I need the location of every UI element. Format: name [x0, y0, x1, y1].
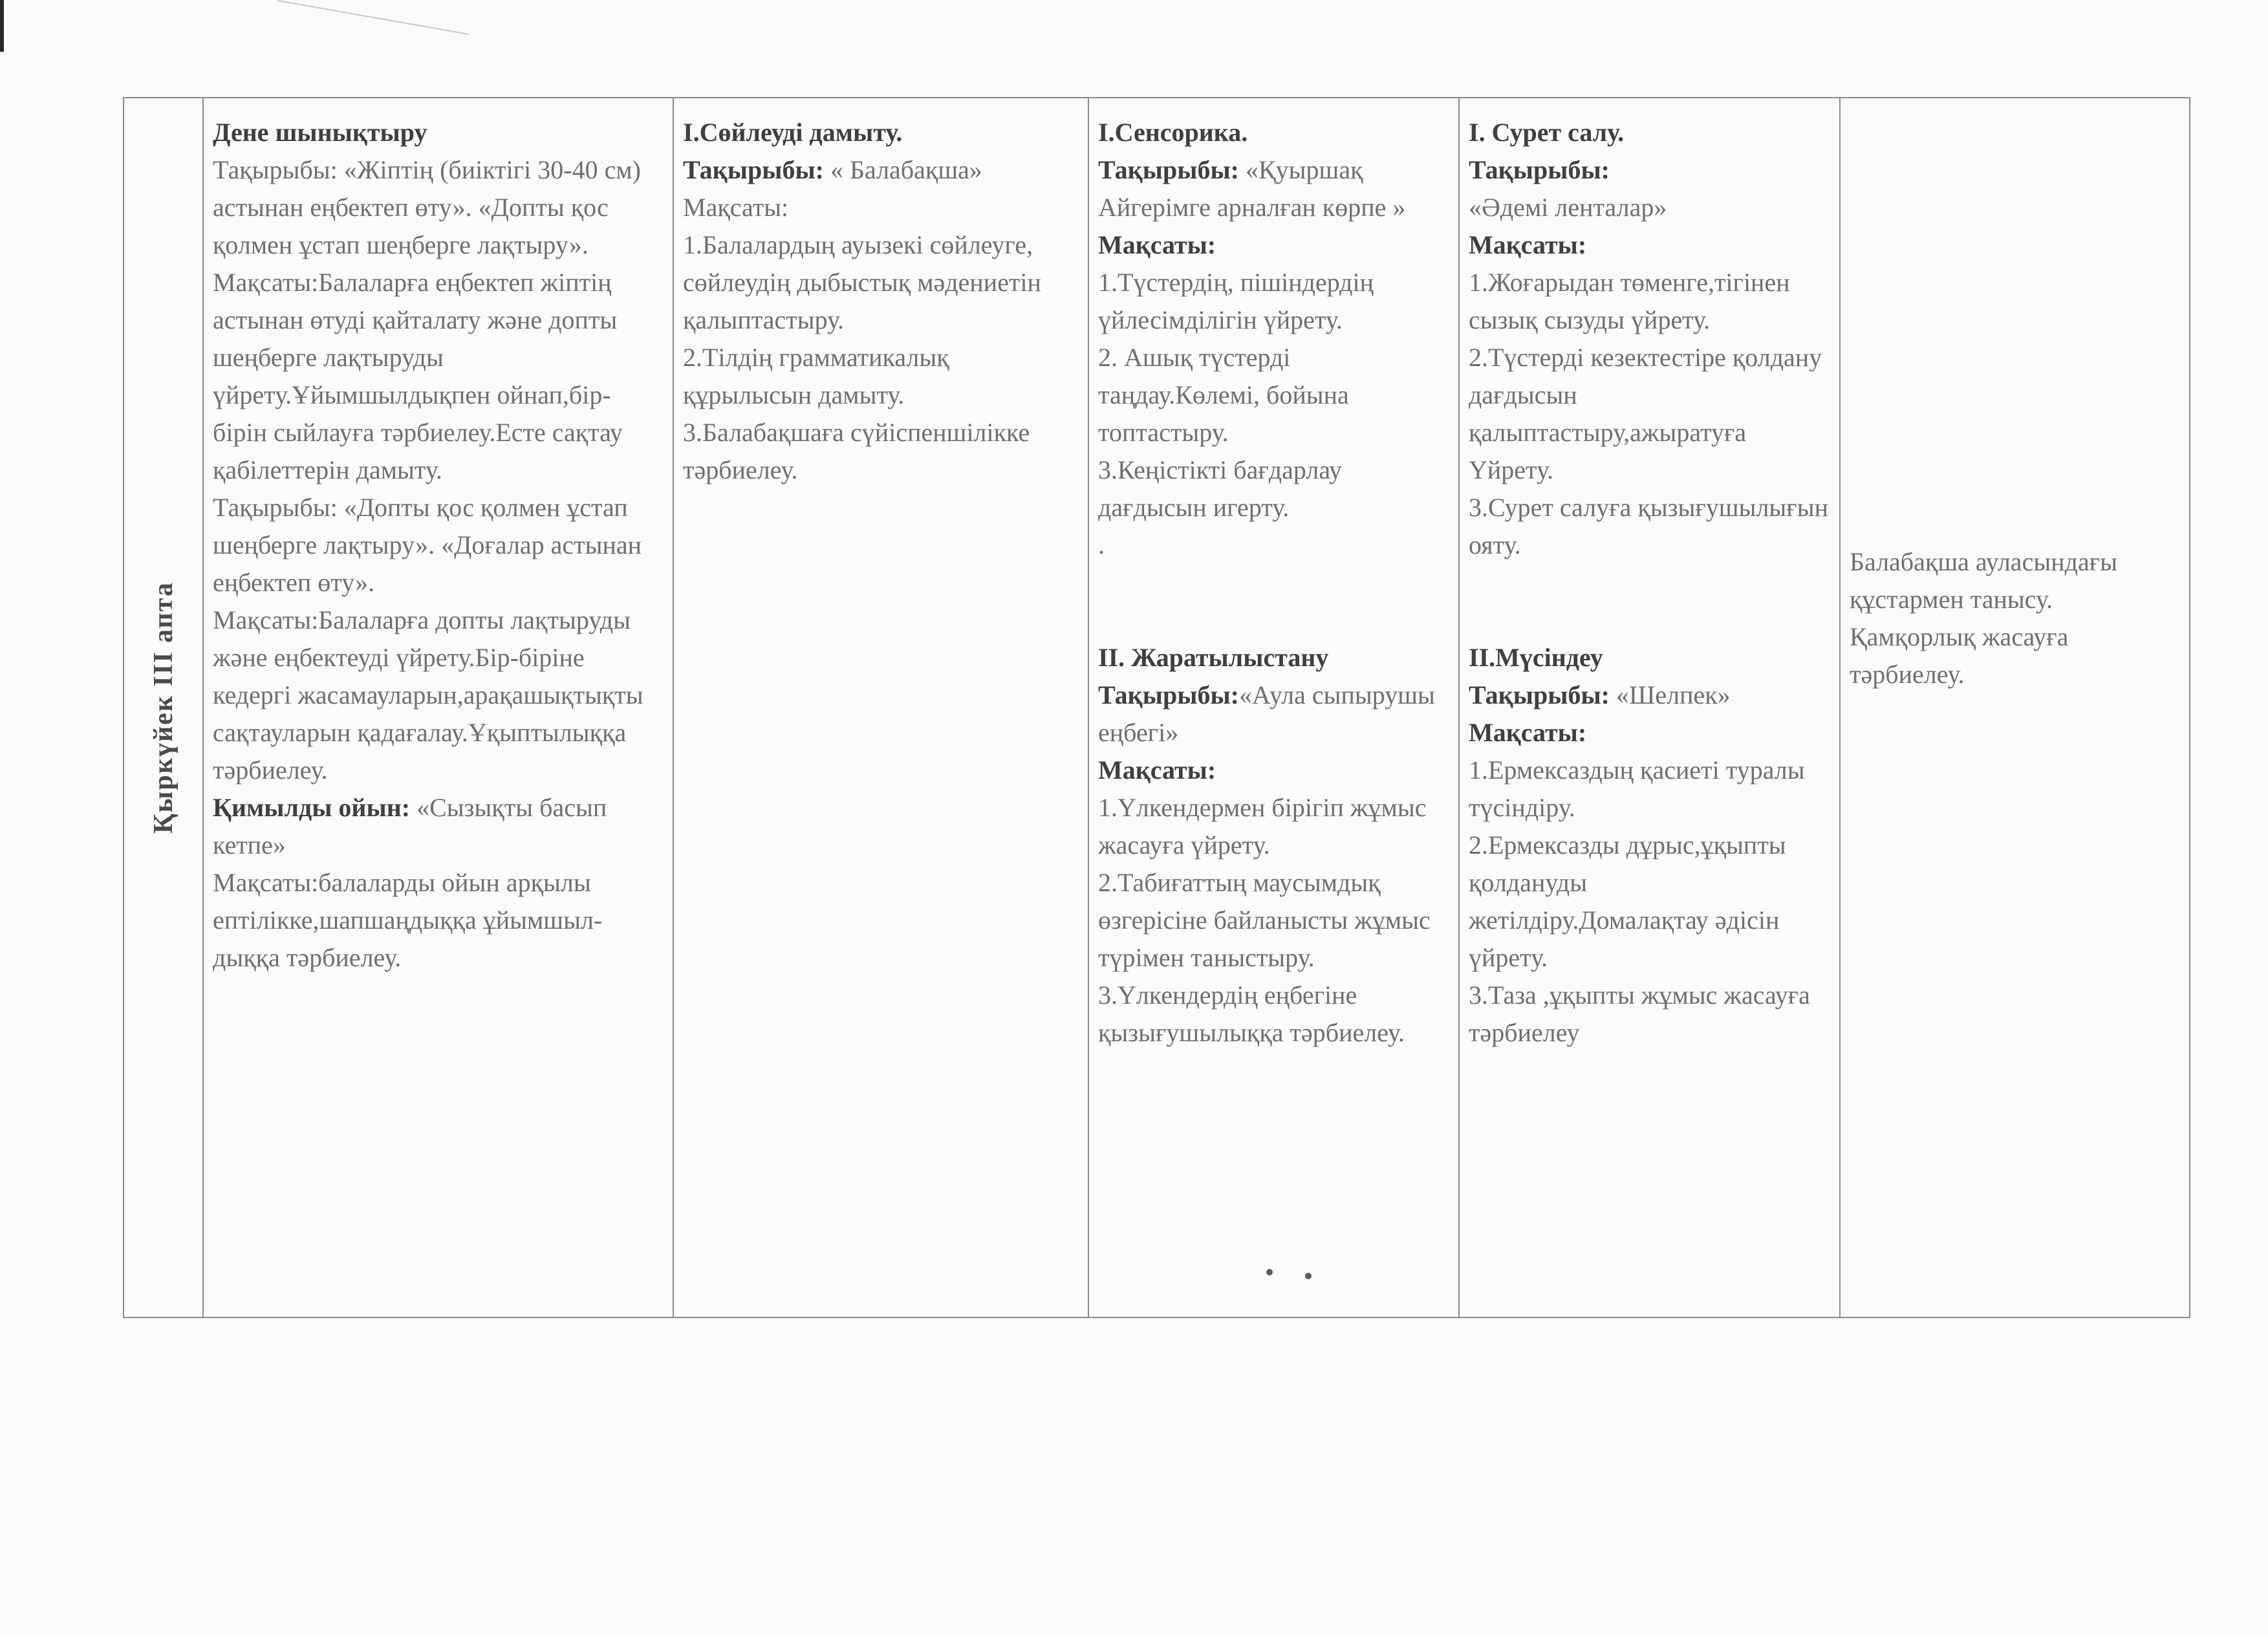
physical-education-cell	[203, 98, 673, 1317]
game-title: «Сызықты басып кетпе»	[213, 793, 607, 860]
nature-item: 3.Үлкендердің еңбегіне қызығушылыққа тәрбиелеу.	[1098, 980, 1405, 1047]
physical-goal-2: Мақсаты:Балаларға допты лақтыруды және еңбектеуді үйрету.Бір-біріне кедергі жасамауларын,арақашықтықты сақтауларын қадағалау.Ұқыптылыққа тәрбиелеу.	[213, 605, 643, 785]
sensory-topic-value: «Қуыршақ Айгерімге арналған көрпе »	[1098, 155, 1406, 222]
drawing-item: 2.Түстерді кезектестіре қолдану дағдысын қалыптастыру,ажыратуға Үйрету.	[1469, 343, 1822, 484]
speech-heading: I.Сөйлеуді дамыту.	[683, 118, 903, 147]
drawing-modeling-cell	[1459, 98, 1840, 1317]
nature-item: 1.Үлкендермен бірігіп жұмыс жасауға үйрету.	[1098, 793, 1427, 860]
sensory-nature-cell	[1088, 98, 1459, 1317]
scan-artifact-line	[278, 0, 470, 35]
nature-item: 2.Табиғаттың маусымдық өзгерісіне байланысты жұмыс түрімен таныстыру.	[1098, 868, 1431, 972]
nature-topic-label: Тақырыбы:	[1098, 680, 1239, 709]
physical-goal-1: Мақсаты:Балаларға еңбектеп жіптің астынан өтуді қайталату және допты шеңберге лақтыруды үйрету.Ұйымшылдықпен ойнап,бір-бірін сыйлауға тәрбиелеу.Есте сақтау қабілеттерін дамыту.	[213, 268, 623, 484]
modeling-goal-label: Мақсаты:	[1469, 718, 1587, 747]
speech-item: 2.Тілдің грамматикалық құрылысын дамыту.	[683, 343, 949, 409]
modeling-topic	[1469, 677, 1830, 714]
drawing-goal-label: Мақсаты:	[1469, 230, 1587, 259]
speech-development-cell	[673, 98, 1088, 1317]
speech-item: 1.Балалардың ауызекі сөйлеуге, сөйлеудің дыбыстық мәдениетін қалыптастыру.	[683, 230, 1041, 334]
sensory-item: .	[1098, 530, 1105, 559]
speech-topic	[683, 151, 1079, 189]
physical-topic-2: Тақырыбы: «Допты қос қолмен ұстап шеңберге лақтыру». «Доғалар астынан еңбектеп өту».	[213, 493, 642, 597]
sensory-topic-label: Тақырыбы:	[1098, 155, 1239, 184]
modeling-item: 2.Ермексазды дұрыс,ұқыпты қолдануды жетілдіру.Домалақтау әдісін үйрету.	[1469, 830, 1786, 972]
nature-topic-value: «Аула сыпырушы еңбегі»	[1098, 680, 1435, 747]
physical-heading: Дене шынықтыру	[213, 118, 427, 147]
table-row	[124, 98, 2190, 1317]
modeling-item: 1.Ермексаздың қасиеті туралы түсіндіру.	[1469, 755, 1805, 822]
drawing-topic-value: «Әдемі ленталар»	[1469, 193, 1667, 222]
drawing-item: 3.Сурет салуға қызығушылығын ояту.	[1469, 493, 1828, 559]
sensory-goal-label: Мақсаты:	[1098, 230, 1216, 259]
scan-speck	[1266, 1269, 1273, 1275]
outdoor-activity-cell	[1840, 98, 2190, 1317]
speech-topic-value: « Балабақша»	[824, 155, 982, 184]
nature-goal-label: Мақсаты:	[1098, 755, 1216, 785]
modeling-heading: II.Мүсіндеу	[1469, 643, 1603, 672]
sensory-item: 3.Кеңістікті бағдарлау дағдысын игерту.	[1098, 455, 1343, 522]
drawing-topic-label: Тақырыбы:	[1469, 155, 1610, 184]
speech-goal-label: Мақсаты:	[683, 193, 789, 222]
sensory-topic	[1098, 151, 1449, 226]
speech-topic-label: Тақырыбы:	[683, 155, 824, 184]
week-label: Қыркүйек III апта	[148, 581, 178, 834]
game-label: Қимылды ойын:	[213, 793, 411, 822]
physical-game-goal: Мақсаты:балаларды ойын арқылы ептілікке,шапшаңдыққа ұйымшыл-дыққа тәрбиелеу.	[213, 868, 603, 972]
outdoor-activity-text: Балабақша ауласындағы құстармен танысу. Қамқорлық жасауға тәрбиелеу.	[1850, 547, 2117, 689]
drawing-item: 1.Жоғарыдан төменге,тігінен сызық сызуды үйрету.	[1469, 268, 1790, 334]
section-gap	[1469, 564, 1830, 639]
physical-topic-1: Тақырыбы: «Жіптің (биіктігі 30-40 см) астынан еңбектеп өту». «Допты қос қолмен ұстап шеңберге лақтыру».	[213, 155, 641, 259]
speech-item: 3.Балабақшаға сүйіспеншілікке тәрбиелеу.	[683, 418, 1030, 484]
nature-heading: II. Жаратылыстану	[1098, 643, 1329, 672]
sensory-heading: I.Сенсорика.	[1098, 118, 1248, 147]
sensory-item: 1.Түстердің, пішіндердің үйлесімділігін үйрету.	[1098, 268, 1374, 334]
scan-speck	[1305, 1273, 1312, 1279]
modeling-item: 3.Таза ,ұқыпты жұмыс жасауға тәрбиелеу	[1469, 980, 1810, 1047]
scan-edge-mark	[0, 0, 4, 52]
sensory-item: 2. Ашық түстерді таңдау.Көлемі, бойына топтастыру.	[1098, 343, 1349, 447]
modeling-topic-value: «Шелпек»	[1610, 680, 1731, 709]
drawing-heading: I. Сурет салу.	[1469, 118, 1625, 147]
weekly-plan-table	[123, 97, 2190, 1318]
section-gap	[1098, 564, 1449, 639]
physical-game	[213, 789, 664, 864]
modeling-topic-label: Тақырыбы:	[1469, 680, 1610, 709]
nature-topic	[1098, 677, 1449, 752]
week-cell	[124, 98, 203, 1317]
